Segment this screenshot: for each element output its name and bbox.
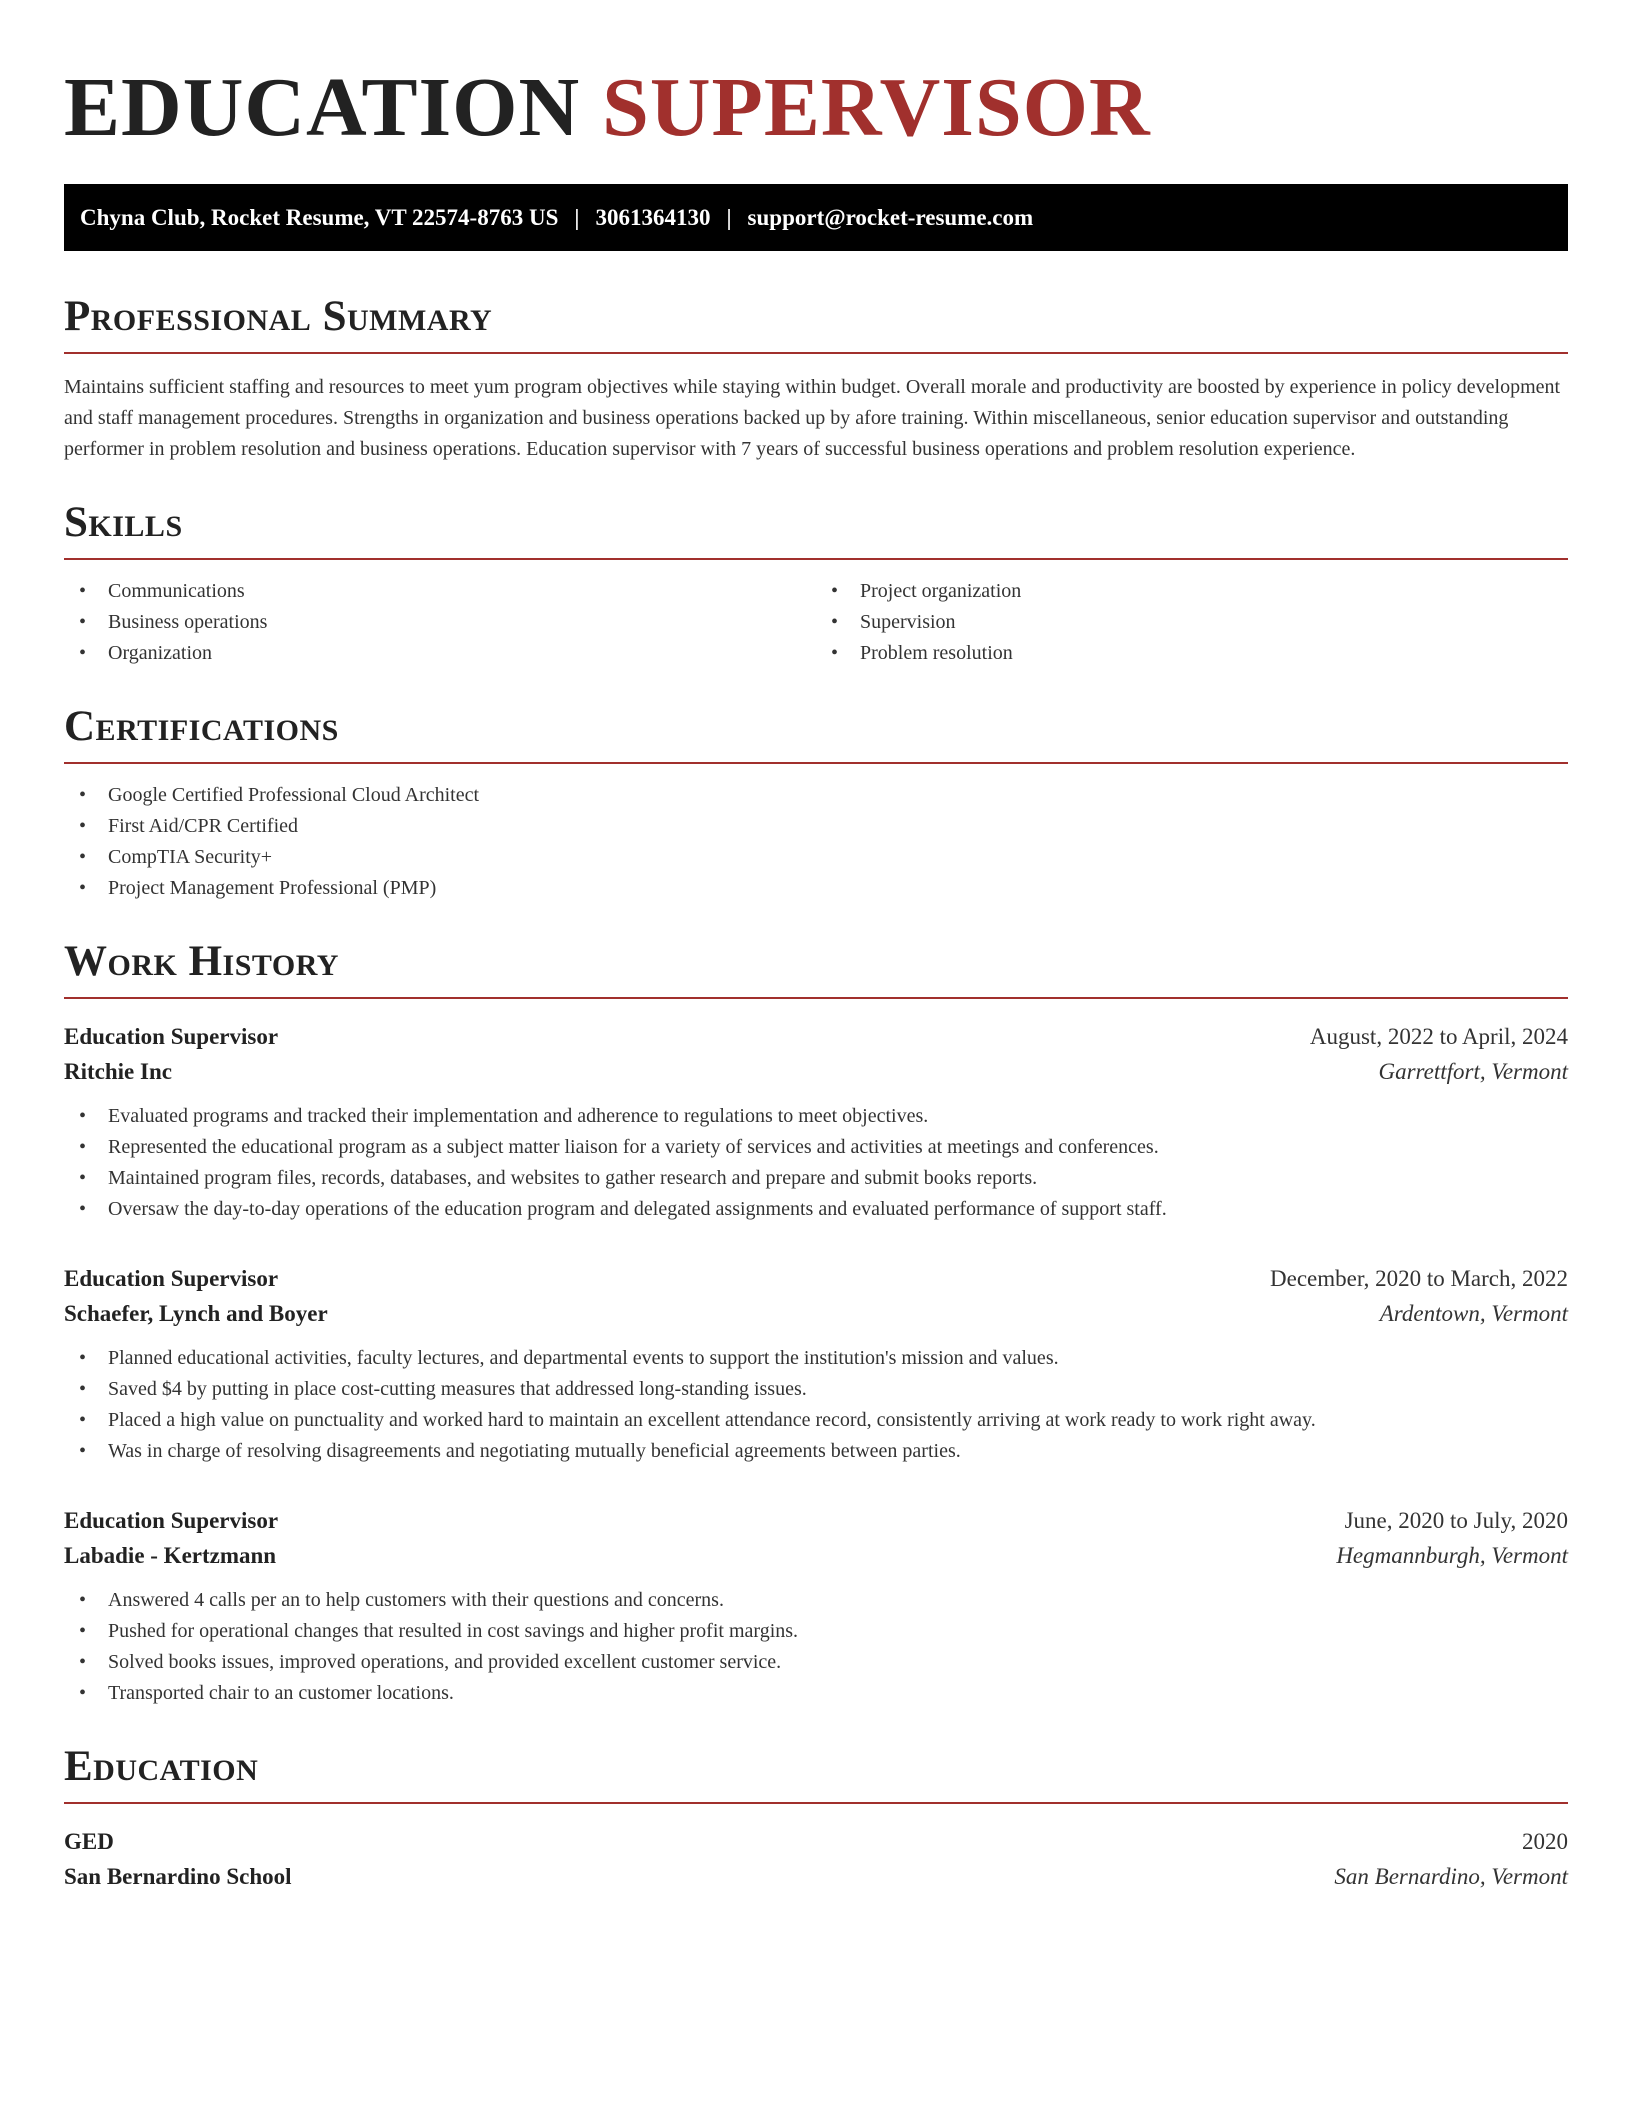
- job-duties-list: [64, 1585, 1568, 1709]
- job-entry: [64, 1019, 1568, 1225]
- skill-item: • Project organization: [816, 576, 1568, 607]
- contact-email: support@rocket-resume.com: [747, 204, 1034, 230]
- certifications-heading: Certifications: [64, 705, 1568, 764]
- resume-title: [64, 60, 1568, 154]
- job-duty-item: • Pushed for operational changes that resulted in cost savings and higher profit margins.: [64, 1616, 1568, 1647]
- work-history-heading: Work History: [64, 940, 1568, 999]
- contact-phone: 3061364130: [595, 204, 711, 230]
- certifications-section: [64, 705, 1568, 904]
- job-dates: December, 2020 to March, 2022: [1270, 1266, 1568, 1291]
- title-word-education: EDUCATION: [64, 61, 581, 154]
- summary-heading: Professional Summary: [64, 295, 1568, 354]
- certification-item: • Google Certified Professional Cloud Architect: [64, 780, 1568, 811]
- skill-item: • Problem resolution: [816, 638, 1568, 669]
- job-duty-item: • Oversaw the day-to-day operations of the education program and delegated assignments and evaluated performance of support staff.: [64, 1194, 1568, 1225]
- job-duty-item: • Transported chair to an customer locations.: [64, 1678, 1568, 1709]
- job-duty-item: • Solved books issues, improved operations, and provided excellent customer service.: [64, 1647, 1568, 1678]
- skill-item: • Communications: [64, 576, 816, 607]
- education-header-row: [64, 1824, 1568, 1859]
- job-entry: [64, 1261, 1568, 1467]
- job-entry: [64, 1503, 1568, 1709]
- contact-separator: |: [574, 204, 580, 230]
- skills-heading: Skills: [64, 501, 1568, 560]
- job-header-row: [64, 1019, 1568, 1054]
- job-company: Ritchie Inc: [64, 1059, 172, 1084]
- skill-item: • Supervision: [816, 607, 1568, 638]
- job-duties-list: [64, 1101, 1568, 1225]
- job-company-row: [64, 1296, 1568, 1331]
- skills-list-left: [64, 576, 816, 669]
- certification-item: • Project Management Professional (PMP): [64, 873, 1568, 904]
- skill-item: • Business operations: [64, 607, 816, 638]
- job-duty-item: • Evaluated programs and tracked their implementation and adherence to regulations to meet objectives.: [64, 1101, 1568, 1132]
- job-duty-item: • Saved $4 by putting in place cost-cutting measures that addressed long-standing issues.: [64, 1374, 1568, 1405]
- job-title: Education Supervisor: [64, 1266, 279, 1291]
- job-company: Schaefer, Lynch and Boyer: [64, 1301, 328, 1326]
- job-header-row: [64, 1261, 1568, 1296]
- job-duty-item: • Answered 4 calls per an to help customers with their questions and concerns.: [64, 1585, 1568, 1616]
- summary-section: [64, 295, 1568, 465]
- certification-item: • CompTIA Security+: [64, 842, 1568, 873]
- job-duty-item: • Maintained program files, records, databases, and websites to gather research and prepare and submit books reports.: [64, 1163, 1568, 1194]
- job-dates: August, 2022 to April, 2024: [1309, 1024, 1568, 1049]
- job-location: Ardentown, Vermont: [1379, 1301, 1568, 1326]
- work-history-section: [64, 940, 1568, 1709]
- skills-grid: [64, 560, 1568, 669]
- job-duty-item: • Planned educational activities, faculty lectures, and departmental events to support the institution's mission and values.: [64, 1343, 1568, 1374]
- education-degree: GED: [64, 1829, 114, 1854]
- job-company-row: [64, 1054, 1568, 1089]
- skills-section: [64, 501, 1568, 669]
- summary-text: Maintains sufficient staffing and resources to meet yum program objectives while staying within budget. Overall morale and productivity are boosted by experience in policy development and staff management procedures. Strengths in organization and business operations backed up by afore training. Within miscellaneous, senior education supervisor and outstanding performer in problem resolution and business operations. Education supervisor with 7 years of successful business operations and problem resolution experience.: [64, 376, 1561, 460]
- job-title: Education Supervisor: [64, 1508, 279, 1533]
- contact-address: Chyna Club, Rocket Resume, VT 22574-8763 US: [80, 204, 559, 230]
- job-location: Hegmannburgh, Vermont: [1336, 1543, 1568, 1568]
- job-company: Labadie - Kertzmann: [64, 1543, 277, 1568]
- education-school-row: [64, 1859, 1568, 1894]
- skills-list-right: [816, 576, 1568, 669]
- job-dates: June, 2020 to July, 2020: [1344, 1508, 1568, 1533]
- title-word-supervisor: SUPERVISOR: [602, 61, 1151, 154]
- job-duty-item: • Represented the educational program as a subject matter liaison for a variety of services and activities at meetings and conferences.: [64, 1132, 1568, 1163]
- education-entry: [64, 1824, 1568, 1894]
- education-year: 2020: [1522, 1829, 1568, 1854]
- education-location: San Bernardino, Vermont: [1334, 1864, 1568, 1889]
- skill-item: • Organization: [64, 638, 816, 669]
- job-title: Education Supervisor: [64, 1024, 279, 1049]
- certification-item: • First Aid/CPR Certified: [64, 811, 1568, 842]
- contact-bar: [64, 184, 1568, 251]
- job-duty-item: • Was in charge of resolving disagreements and negotiating mutually beneficial agreements between parties.: [64, 1436, 1568, 1467]
- education-heading: Education: [64, 1745, 1568, 1804]
- certifications-list: [64, 780, 1568, 904]
- job-header-row: [64, 1503, 1568, 1538]
- job-duties-list: [64, 1343, 1568, 1467]
- education-section: [64, 1745, 1568, 1894]
- job-company-row: [64, 1538, 1568, 1573]
- contact-separator: |: [726, 204, 732, 230]
- job-location: Garrettfort, Vermont: [1378, 1059, 1568, 1084]
- education-school: San Bernardino School: [64, 1864, 292, 1889]
- job-duty-item: • Placed a high value on punctuality and worked hard to maintain an excellent attendance record, consistently arriving at work ready to work right away.: [64, 1405, 1568, 1436]
